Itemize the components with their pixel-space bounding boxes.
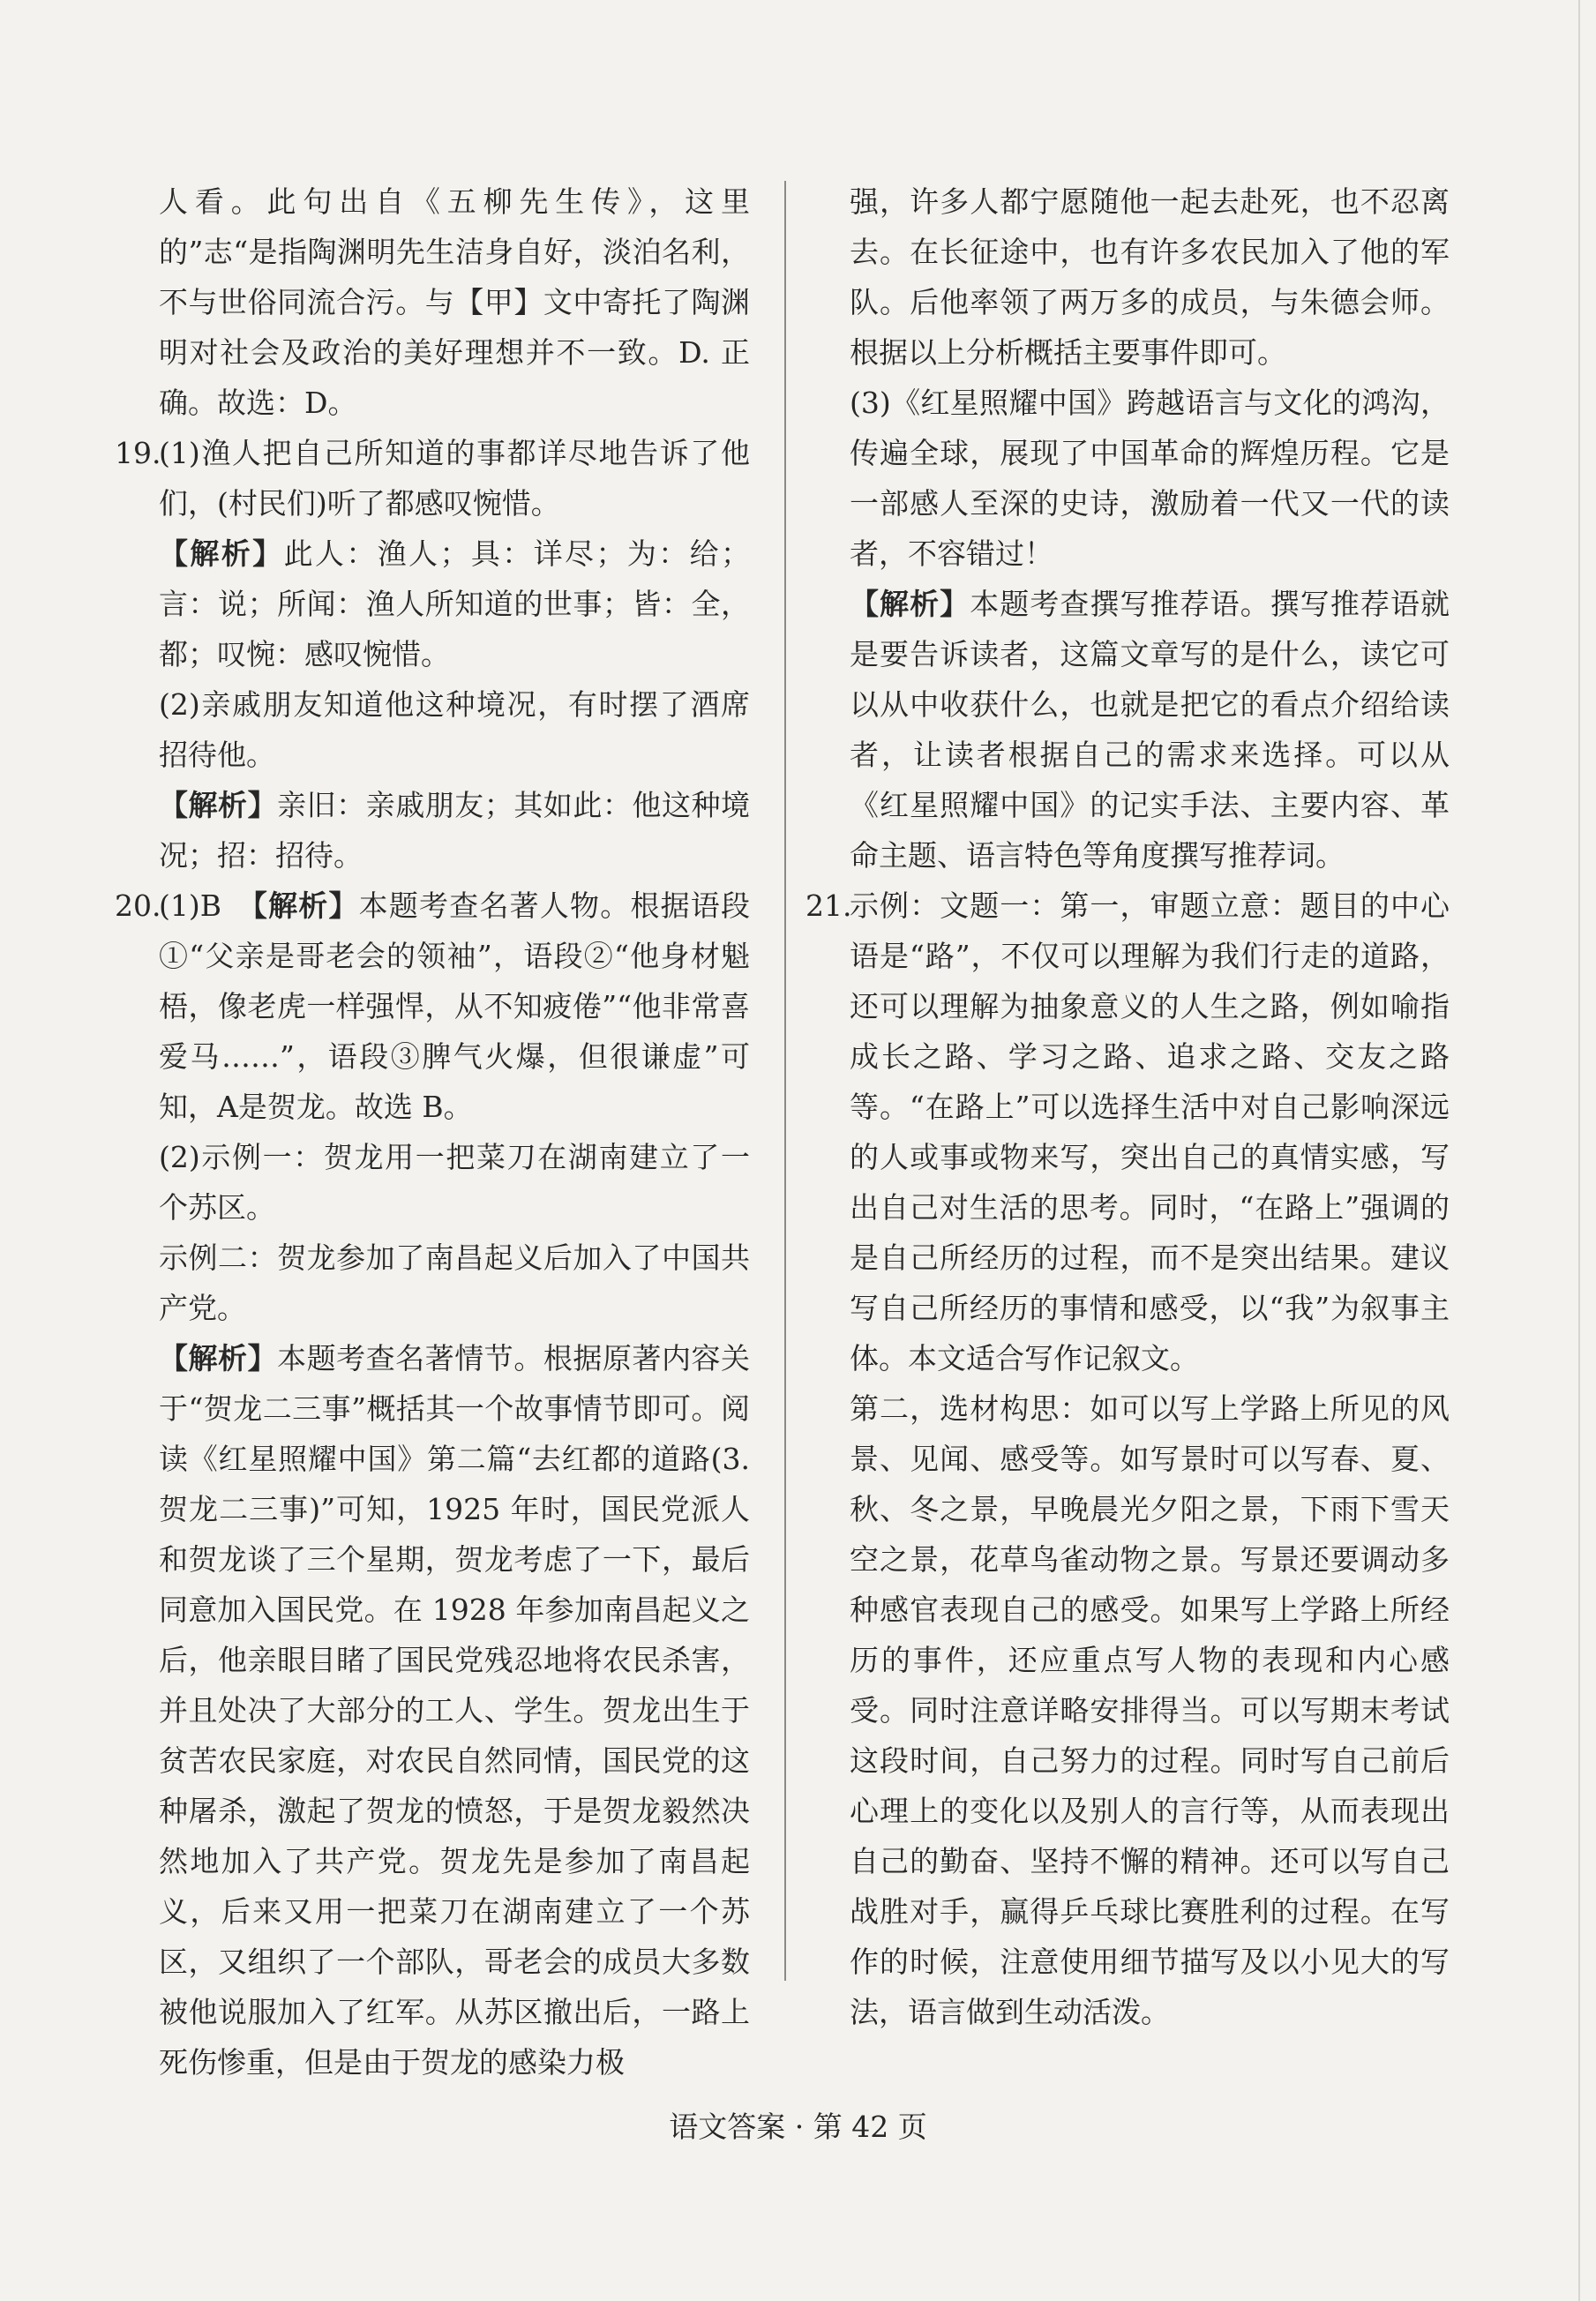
question-21: [805, 881, 1450, 2037]
question-number: 19.: [115, 436, 161, 470]
analysis-19-2: [159, 780, 750, 881]
page-footer: 语文答案 · 第 42 页: [669, 2110, 927, 2144]
analysis-20-2: [159, 1333, 750, 2087]
q18-continuation: 人看。此句出自《五柳先生传》，这里的”志“是指陶渊明先生洁身自好，淡泊名利，不与世俗同流合污。与【甲】文中寄托了陶渊明对社会及政治的美好理想并不一致。D. 正确。故选：D。: [159, 184, 750, 420]
answer-20-3: (3)《红星照耀中国》跨越语言与文化的鸿沟，传遍全球，展现了中国革命的辉煌历程。它是一部感人至深的史诗，激励着一代又一代的读者，不容错过！: [850, 386, 1450, 571]
question-number: 20.: [115, 888, 161, 923]
analysis-20-3: [850, 579, 1450, 881]
analysis-tag: 【解析】: [252, 888, 359, 923]
analysis-tag: 【解析】: [159, 1341, 278, 1375]
question-number: 21.: [805, 888, 852, 923]
analysis-tag: 【解析】: [850, 587, 970, 621]
answer-19-1: (1)渔人把自己所知道的事都详尽地告诉了他们，(村民们)听了都感叹惋惜。: [159, 436, 750, 521]
right-column: [805, 176, 1450, 2037]
answer-21-part-1: 示例：文题一：第一，审题立意：题目的中心语是“路”，不仅可以理解为我们行走的道路，还可以理解为抽象意义的人生之路，例如喻指成长之路、学习之路、追求之路、交友之路等。“在路上”可以选择生活中对自己影响深远的人或事或物来写，突出自己的真情实感，写出自己对生活的思考。同时，“在路上”强调的是自己所经历的过程，而不是突出结果。建议写自己所经历的事情和感受，以“我”为叙事主体。本文适合写作记叙文。: [850, 888, 1450, 1375]
q20-continuation: 强，许多人都宁愿随他一起去赴死，也不忍离去。在长征途中，也有许多农民加入了他的军队。后他率领了两万多的成员，与朱德会师。根据以上分析概括主要事件即可。: [850, 184, 1450, 370]
answer-19-2: (2)亲戚朋友知道他这种境况，有时摆了酒席招待他。: [159, 687, 750, 772]
analysis-tag: 【解析】: [159, 788, 278, 822]
analysis-text: 亲旧：亲戚朋友；其如此：他这种境况；招：招待。: [159, 788, 751, 873]
answer-20-2-example-1: (2)示例一：贺龙用一把菜刀在湖南建立了一个苏区。: [159, 1140, 750, 1225]
analysis-text: 此人：渔人；具：详尽；为：给；言：说；所闻：渔人所知道的世事；皆：全，都；叹惋：感叹惋惜。: [159, 536, 751, 671]
answer-head: (1)B: [159, 888, 253, 923]
left-column: [115, 176, 750, 2087]
analysis-tag: 【解析】: [159, 536, 284, 571]
answer-21-part-2: 第二，选材构思：如可以写上学路上所见的风景、见闻、感受等。如写景时可以写春、夏、秋、冬之景，早晚晨光夕阳之景，下雨下雪天空之景，花草鸟雀动物之景。写景还要调动多种感官表现自己的感受。如果写上学路上所经历的事件，还应重点写人物的表现和内心感受。同时注意详略安排得当。可以写期末考试这段时间，自己努力的过程。同时写自己前后心理上的变化以及别人的言行等，从而表现出自己的勤奋、坚持不懈的精神。还可以写自己战胜对手，赢得乒乓球比赛胜利的过程。在写作的时候，注意使用细节描写及以小见大的写法，语言做到生动活泼。: [850, 1391, 1450, 2029]
analysis-19-1: [159, 528, 750, 679]
question-19: [115, 428, 750, 881]
analysis-text: 本题考查名著情节。根据原著内容关于“贺龙二三事”概括其一个故事情节即可。阅读《红星照耀中国》第二篇“去红都的道路(3. 贺龙二三事)”可知，1925 年时，国民党派人和贺龙谈了三个星期，贺龙考虑了一下，最后同意加入国民党。在 1928 年参加南昌起义之后，他亲眼目睹了国民党残忍地将农民杀害，并且处决了大部分的工人、学生。贺龙出生于贫苦农民家庭，对农民自然同情，国民党的这种屠杀，激起了贺龙的愤怒，于是贺龙毅然决然地加入了共产党。贺龙先是参加了南昌起义，后来又用一把菜刀在湖南建立了一个苏区，又组织了一个部队，哥老会的成员大多数被他说服加入了红军。从苏区撤出后，一路上死伤惨重，但是由于贺龙的感染力极: [159, 1341, 751, 2080]
column-divider: [784, 181, 786, 1981]
analysis-text: 本题考查撰写推荐语。撰写推荐语就是要告诉读者，这篇文章写的是什么，读它可以从中收获什么，也就是把它的看点介绍给读者，让读者根据自己的需求来选择。可以从《红星照耀中国》的记实手法、主要内容、革命主题、语言特色等角度撰写推荐词。: [850, 587, 1450, 873]
analysis-text: 本题考查名著人物。根据语段①“父亲是哥老会的领袖”，语段②“他身材魁梧，像老虎一样强悍，从不知疲倦”“他非常喜爱马……”，语段③脾气火爆，但很谦虚”可知，A是贺龙。故选 B。: [159, 888, 751, 1124]
answer-20-1: [159, 881, 750, 1132]
answer-20-2-example-2: 示例二：贺龙参加了南昌起义后加入了中国共产党。: [159, 1240, 750, 1325]
page-edge-line: [1578, 0, 1580, 2301]
question-20: [115, 881, 750, 2087]
